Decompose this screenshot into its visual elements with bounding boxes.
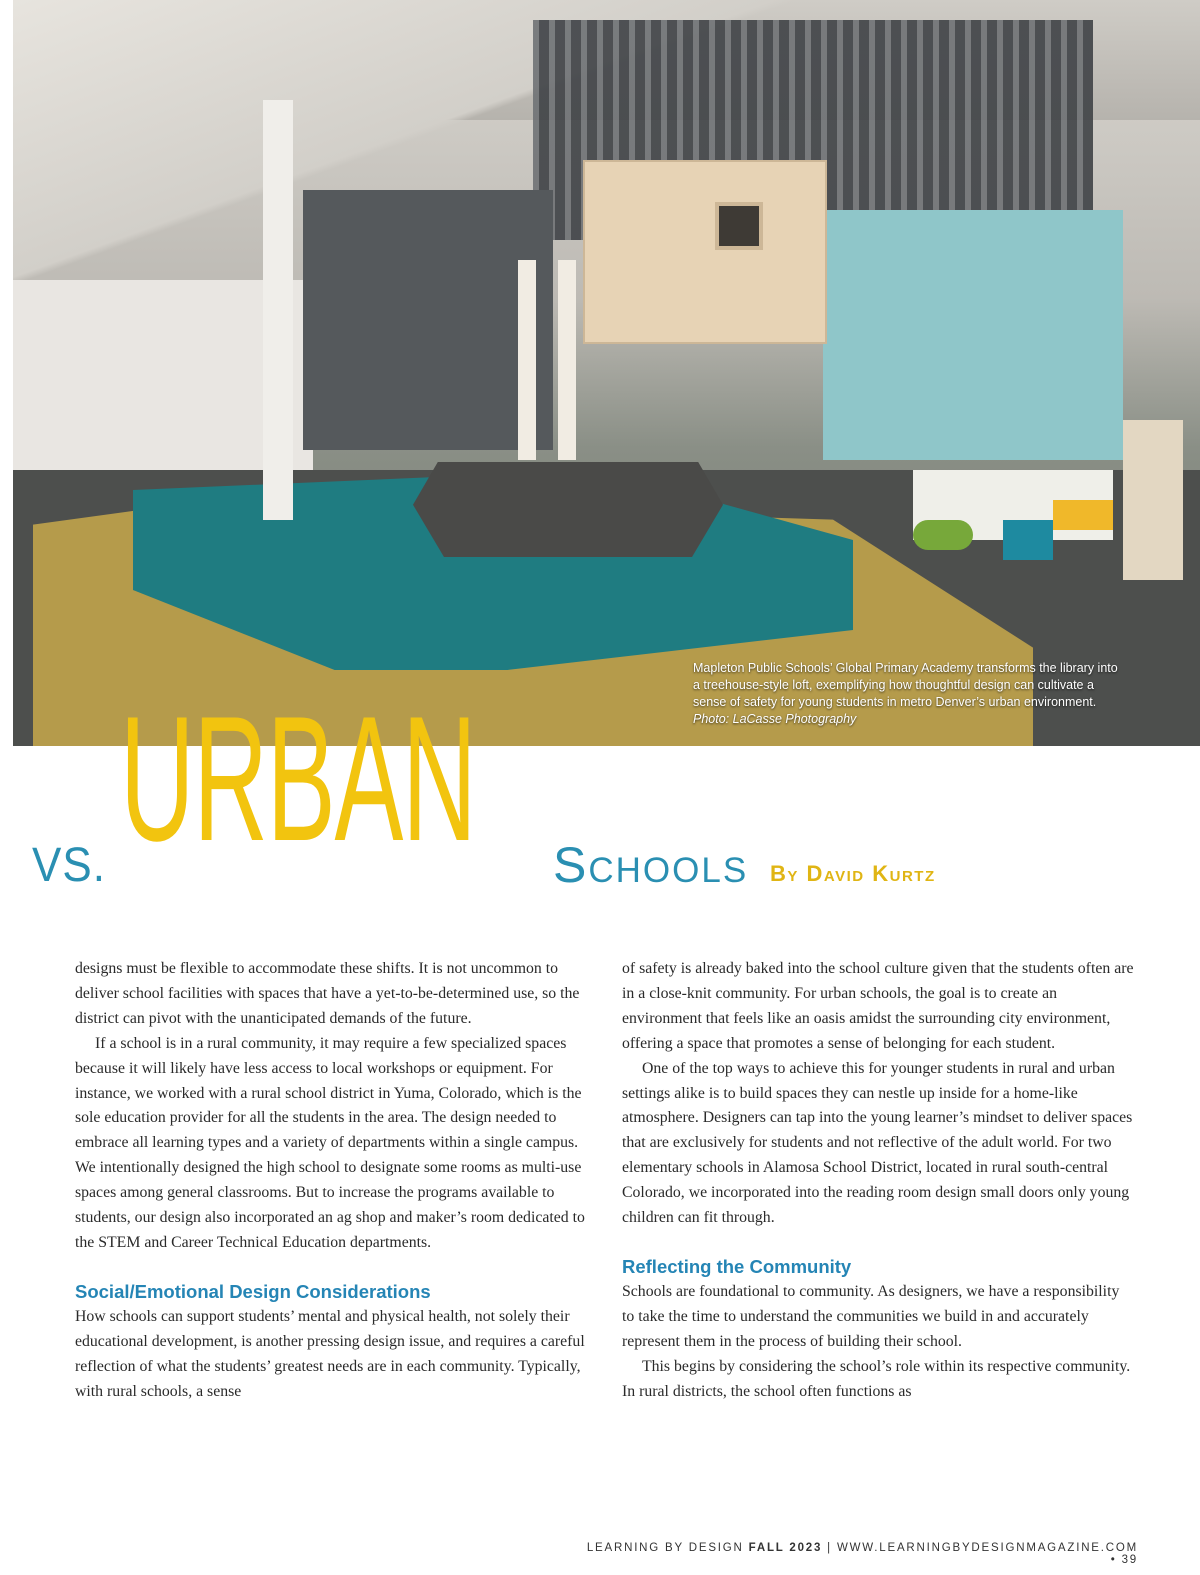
page-footer bbox=[583, 1542, 1138, 1566]
right-column bbox=[622, 957, 1134, 1405]
footer-website: WWW.LEARNINGBYDESIGNMAGAZINE.COM bbox=[836, 1542, 1138, 1554]
footer-issue: FALL 2023 bbox=[748, 1542, 823, 1554]
byline: By David Kurtz bbox=[770, 861, 936, 886]
right-paragraph-3: Schools are foundational to community. As designers, we have a responsibility to take the time to understand the communities we build in and accurately represent them in the process of building their school. bbox=[622, 1282, 1120, 1350]
right-paragraph-2: One of the top ways to achieve this for younger students in rural and urban settings alike is to build spaces they can nestle up inside for a home-like atmosphere. Designers can tap into the young learner’s mindset to deliver spaces that are exclusively for students and not reflective of the adult world. For two elementary schools in Alamosa School District, located in rural south-central Colorado, we incorporated into the reading room design small doors only young children can fit through. bbox=[622, 1059, 1133, 1227]
section-heading-reflecting-community: Reflecting the Community bbox=[622, 1255, 852, 1277]
right-paragraph-4: This begins by considering the school’s role within its respective community. In rural districts, the school often functions as bbox=[622, 1357, 1131, 1400]
right-paragraph-1: of safety is already baked into the school culture given that the students often are in a close-knit community. For urban schools, the goal is to create an environment that feels like an oasis amidst the surrounding city environment, offering a space that promotes a sense of belonging for each student. bbox=[622, 960, 1134, 1052]
section-heading-social-emotional: Social/Emotional Design Considerations bbox=[75, 1280, 431, 1302]
title-vs: VS. bbox=[32, 838, 106, 892]
footer-bullet: • bbox=[1110, 1554, 1117, 1566]
title-schools: Schools bbox=[553, 837, 749, 893]
footer-magazine: LEARNING BY DESIGN bbox=[586, 1542, 744, 1554]
page-number: 39 bbox=[1121, 1554, 1138, 1566]
title-urban: URBAN bbox=[120, 679, 476, 878]
left-column bbox=[75, 957, 587, 1405]
photo-credit: Photo: LaCasse Photography bbox=[693, 712, 857, 726]
left-paragraph-2: If a school is in a rural community, it may require a few specialized spaces because it will likely have less access to local workshops or equipment. For instance, we worked with a rural school district in Yuma, Colorado, which is the sole education provider for all the students in the area. The design needed to embrace all learning types and a variety of departments within a single campus. We intentionally designed the high school to designate some rooms as multi-use spaces among general classrooms. But to increase the programs available to students, our design also incorporated an ag shop and maker’s room dedicated to the STEM and Career Technical Education departments. bbox=[75, 1034, 585, 1251]
hero-photo bbox=[13, 0, 1200, 746]
footer-separator: | bbox=[827, 1542, 832, 1554]
left-paragraph-3: How schools can support students’ mental and physical health, not solely their educational development, is another pressing design issue, and requires a careful reflection of what the students’ greatest needs are in each community. Typically, with rural schools, a sense bbox=[75, 1307, 585, 1400]
left-paragraph-1: designs must be flexible to accommodate these shifts. It is not uncommon to deliver school facilities with spaces that have a yet-to-be-determined use, so the district can pivot with the unanticipated demands of the future. bbox=[75, 960, 580, 1027]
photo-caption bbox=[693, 660, 1123, 728]
caption-text: Mapleton Public Schools’ Global Primary Academy transforms the library into a treehouse-style loft, exemplifying how thoughtful design can cultivate a sense of safety for young students in metro Denver’s urban environment. bbox=[693, 661, 1118, 709]
